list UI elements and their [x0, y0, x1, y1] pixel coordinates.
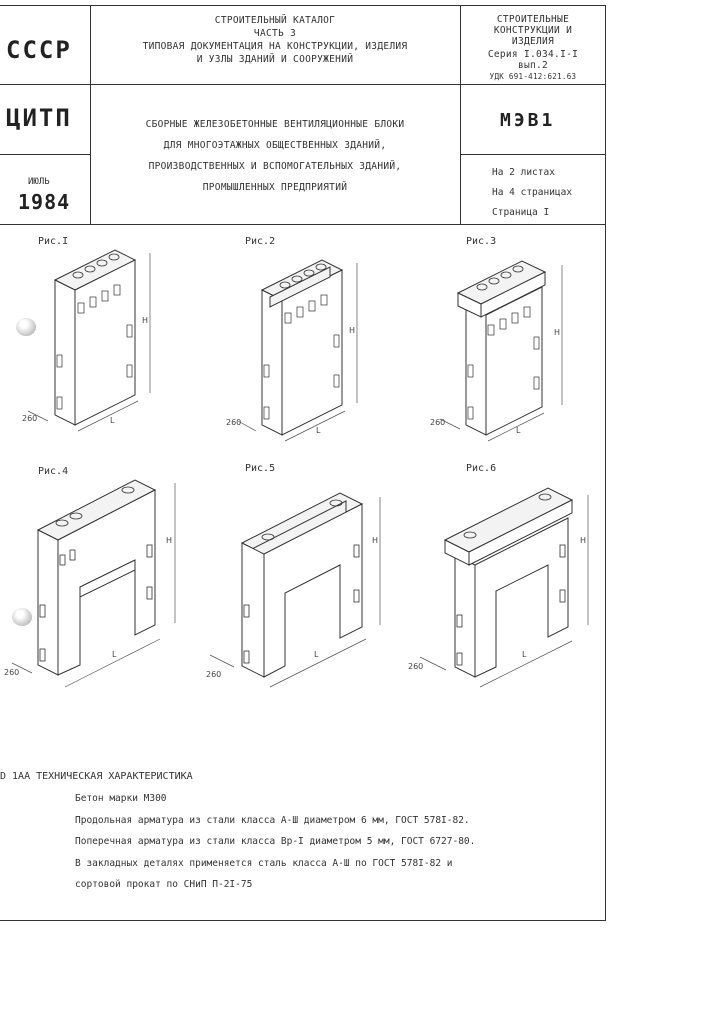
spec-line: Поперечная арматура из стали класса Вр-I диаметром 5 мм, ГОСТ 6727-80. — [75, 836, 476, 847]
series-number: Серия I.034.I-I — [487, 49, 579, 60]
section-line: КОНСТРУКЦИИ И — [493, 25, 573, 36]
figure-4-height: H — [166, 536, 173, 545]
figure-1-drawing — [22, 250, 150, 431]
figure-3-length: L — [516, 426, 521, 435]
spec-line: Продольная арматура из стали класса А-Ш диаметром 6 мм, ГОСТ 578I-82. — [75, 815, 470, 826]
figure-6-drawing — [408, 488, 588, 687]
figure-5-length: L — [314, 650, 319, 659]
institute-stamp: ЦИТП — [6, 104, 72, 132]
section-block — [462, 14, 604, 82]
spec-line: В закладных деталях применяется сталь класса А-Ш по ГОСТ 578I-82 и — [75, 858, 453, 869]
figure-5-drawing — [206, 493, 380, 687]
issue-year: 1984 — [18, 190, 71, 214]
figure-1-length: L — [110, 416, 115, 425]
pages-count: На 4 страницах — [492, 187, 573, 198]
figure-4-width: 260 — [4, 668, 20, 677]
frame-line — [90, 6, 91, 224]
figure-label-2: Рис.2 — [245, 236, 276, 247]
catalog-line: И УЗЛЫ ЗДАНИЙ И СООРУЖЕНИЙ — [196, 54, 354, 65]
title-line: ДЛЯ МНОГОЭТАЖНЫХ ОБЩЕСТВЕННЫХ ЗДАНИЙ, — [163, 140, 387, 151]
figure-5-height: H — [372, 536, 379, 545]
udk-code: УДК 691-412:621.63 — [489, 72, 577, 81]
spec-line: Бетон марки М300 — [75, 793, 167, 804]
title-line: СБОРНЫЕ ЖЕЛЕЗОБЕТОННЫЕ ВЕНТИЛЯЦИОННЫЕ БЛОКИ — [145, 119, 405, 130]
section-line: СТРОИТЕЛЬНЫЕ — [496, 14, 570, 25]
frame-line — [460, 154, 606, 155]
catalog-line: ТИПОВАЯ ДОКУМЕНТАЦИЯ НА КОНСТРУКЦИИ, ИЗДЕЛИЯ — [142, 41, 408, 52]
catalog-line: СТРОИТЕЛЬНЫЙ КАТАЛОГ — [214, 15, 336, 26]
binder-hole-mark — [12, 608, 32, 626]
figure-2-drawing — [226, 260, 357, 441]
section-line: ИЗДЕЛИЯ — [511, 36, 555, 47]
figure-6-height: H — [580, 536, 587, 545]
issue-number: вып.2 — [517, 60, 549, 71]
figure-3-height: H — [554, 328, 561, 337]
figure-6-width: 260 — [408, 662, 424, 671]
figure-3-drawing — [430, 261, 562, 441]
figure-label-1: Рис.I — [38, 236, 69, 247]
frame-line — [0, 154, 90, 155]
frame-line — [460, 6, 461, 224]
catalog-header — [94, 14, 456, 66]
figure-4-length: L — [112, 650, 117, 659]
spec-line: сортовой прокат по СНиП П-2I-75 — [75, 879, 253, 890]
figure-5-width: 260 — [206, 670, 222, 679]
sheets-info — [492, 163, 572, 223]
page-number: Страница I — [492, 207, 550, 218]
block-drawings — [0, 225, 606, 705]
binder-hole-mark — [16, 318, 36, 336]
country-stamp: СССР — [6, 36, 72, 64]
title-line: ПРОМЫШЛЕННЫХ ПРЕДПРИЯТИЙ — [202, 182, 348, 193]
title-line: ПРОИЗВОДСТВЕННЫХ И ВСПОМОГАТЕЛЬНЫХ ЗДАНИЙ, — [148, 161, 402, 172]
document-title — [94, 114, 456, 198]
figure-label-6: Рис.6 — [466, 463, 497, 474]
figure-6-length: L — [522, 650, 527, 659]
figure-label-3: Рис.3 — [466, 236, 497, 247]
figure-label-4: Рис.4 — [38, 466, 69, 477]
specs-heading: D 1АА ТЕХНИЧЕСКАЯ ХАРАКТЕРИСТИКА — [0, 771, 193, 782]
catalog-line: ЧАСТЬ 3 — [253, 28, 297, 39]
issue-month: ИЮЛЬ — [28, 177, 50, 187]
figure-1-height: H — [142, 316, 149, 325]
sheets-count: На 2 листах — [492, 167, 555, 178]
figure-4-drawing — [4, 480, 175, 687]
figure-2-length: L — [316, 426, 321, 435]
figure-1-width: 260 — [22, 414, 38, 423]
document-code: МЭВ1 — [500, 110, 556, 131]
figure-2-width: 260 — [226, 418, 242, 427]
figure-3-width: 260 — [430, 418, 446, 427]
figure-label-5: Рис.5 — [245, 463, 276, 474]
figure-2-height: H — [349, 326, 356, 335]
